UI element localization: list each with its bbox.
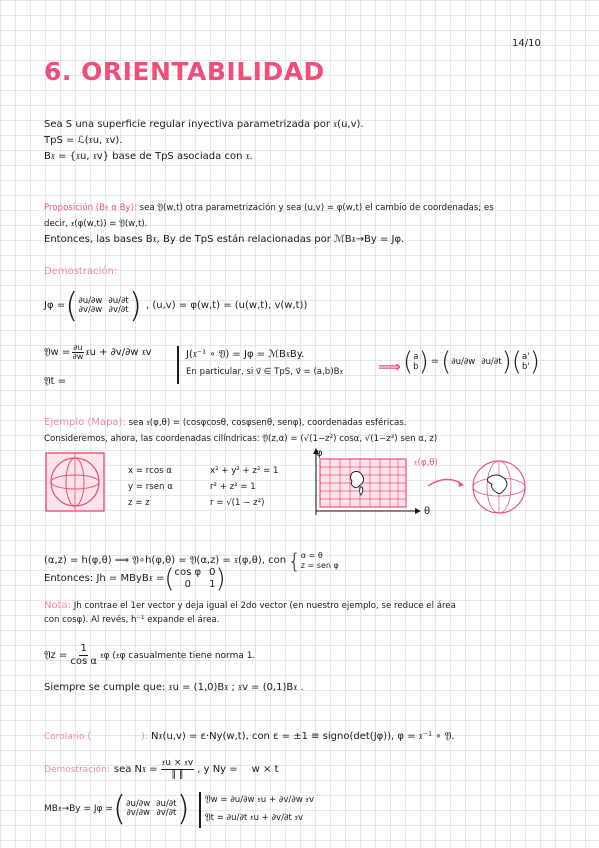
map-figure <box>310 447 422 519</box>
map-parametrization-label: 𝔵(φ,θ) <box>414 458 438 468</box>
jh-entry: 0 <box>209 567 216 578</box>
intro-line-1: Sea S una superficie regular inyectiva parametrizada por 𝔵(u,v). <box>44 119 364 130</box>
corollary-label: Corolario ( <box>44 732 91 742</box>
demo2-post: , y Ny = <box>197 763 238 775</box>
corollary-text: N𝔵(u,v) = ε·Ny(w,t), con ε = ±1 ≡ signo(det(Jφ)), φ = 𝔵⁻¹ ∘ 𝔜. <box>151 731 455 742</box>
jacobian-entry: ∂u/∂t <box>108 296 129 306</box>
corollary-label-end: ): <box>141 732 148 742</box>
composition-line-1: (α,z) = h(φ,θ) ⟹ 𝔜∘h(φ,θ) = 𝔜(α,z) = 𝔵(φ,θ), con { α = θ z = sen φ <box>44 549 339 573</box>
demo2-matrix-entry: ∂v/∂w <box>126 808 150 818</box>
demo2-matrix-entry: ∂u/∂t <box>156 799 177 809</box>
example-line-2: Consideremos, ahora, las coordenadas cilíndricas: 𝔜(z,α) = (√(1−z²) cosα, √(1−z²) sen α, z) <box>44 434 438 444</box>
note-text-1: Jh contrae el 1er vector y deja igual el 2do vector (en nuestro ejemplo, se reduce el área <box>73 601 456 611</box>
demo1-label: Demostración: <box>44 266 118 277</box>
demo2-line-1 <box>44 758 279 781</box>
sphere-in-cylinder-figure <box>44 451 106 513</box>
proposition-text-1: sea 𝔜(w,t) otra parametrización y sea (u,v) = φ(w,t) el cambio de coordenadas; es <box>139 203 494 213</box>
proposition-line-3: Entonces, las bases B𝔵, By de TpS están relacionadas por ℳB𝔵→By = Jφ. <box>44 234 405 245</box>
demo2-jacobian: ( ∂u/∂w ∂u/∂t ∂v/∂w ∂v/∂t ) <box>112 789 190 829</box>
note-label: Nota: <box>44 600 72 611</box>
map-arrow-icon <box>426 472 466 492</box>
demo2-den: ‖ ‖ <box>171 770 184 780</box>
jh-entry: 1 <box>209 579 216 590</box>
yw-frac-num: ∂u <box>73 343 83 352</box>
page-title: 6. ORIENTABILIDAD <box>44 57 325 86</box>
implies-arrow: ⟹ <box>378 357 401 376</box>
jacobian-entry: ∂v/∂w <box>78 305 103 315</box>
demo2-matrix-line <box>44 789 190 829</box>
demo2-lhs: MB𝔵→By = Jφ = <box>44 804 113 814</box>
radius-equations <box>210 463 278 511</box>
example-label: Ejemplo (Mapa): <box>44 417 126 428</box>
coord-eq: z = z <box>128 498 150 508</box>
yz-lhs: 𝔜z = <box>44 649 68 661</box>
note-line-1 <box>44 600 456 612</box>
composition-line-2 <box>44 566 226 592</box>
globe-figure <box>470 458 528 516</box>
proposition-label: Proposición (B𝔵 α By): <box>44 203 137 213</box>
page-number: 14/10 <box>512 38 541 49</box>
demo2-num: 𝔵u × 𝔵v <box>161 758 194 768</box>
cylindrical-coords <box>128 463 173 511</box>
demo2-divider <box>199 792 201 828</box>
yw-lhs: 𝔜w = <box>44 346 71 358</box>
coord-eq: y = rsen α <box>128 482 173 492</box>
yw-frac-den: ∂w <box>72 352 84 361</box>
example-line-1 <box>44 417 406 429</box>
jh-lhs: Entonces: Jh = MByB𝔵 = <box>44 573 165 584</box>
demo2-matrix-entry: ∂u/∂w <box>126 799 151 809</box>
jacobian-entry: ∂u/∂w <box>78 296 103 306</box>
note-line-2: con cosφ). Al revés, h⁻¹ expande el área. <box>44 615 220 625</box>
yz-den: cos α <box>70 656 97 667</box>
yw-equation <box>44 344 152 361</box>
yz-rhs: 𝔵φ (𝔵φ casualmente tiene norma 1. <box>99 650 256 661</box>
coord-eq: x = rcos α <box>128 466 172 476</box>
yz-equation <box>44 643 255 668</box>
demo2-yw: 𝔜w = ∂u/∂w 𝔵u + ∂v/∂w 𝔵v <box>205 795 315 805</box>
box-line-1: J(𝔵⁻¹ ∘ 𝔜) = Jφ = ℳB𝔵By. <box>186 349 305 360</box>
corollary-line <box>44 731 454 743</box>
demo2-pre: sea N𝔵 = <box>113 763 158 775</box>
map-axis-phi: φ <box>316 448 323 459</box>
demo2-tail: w × t <box>251 763 279 775</box>
jacobian-rhs: , (u,v) = φ(w,t) = (u(w,t), v(w,t)) <box>146 300 308 311</box>
demo2-yt: 𝔜t = ∂u/∂t 𝔵u + ∂v/∂t 𝔵v <box>205 813 304 823</box>
composition-text: (α,z) = h(φ,θ) ⟹ 𝔜∘h(φ,θ) = 𝔜(α,z) = 𝔵(φ,θ), con <box>44 555 287 566</box>
vector-entry: a' <box>522 352 530 362</box>
jacobian-lhs: Jφ = <box>44 300 66 311</box>
vector-entry: b' <box>521 362 530 372</box>
intro-line-3: B𝔵 = {𝔵u, 𝔵v} base de TpS asociada con 𝔵. <box>44 151 253 162</box>
jh-entry: cos φ <box>174 567 202 578</box>
yt-equation: 𝔜t = <box>44 376 67 387</box>
example-text-1: sea 𝔵(φ,θ) = (cosφcosθ, cosφsenθ, senφ), coordenadas esféricas. <box>128 418 407 428</box>
jacobian-entry: ∂v/∂t <box>108 305 129 315</box>
radius-eq: x² + y² + z² = 1 <box>210 466 279 476</box>
intro-line-2: TpS = ℒ(𝔵u, 𝔵v). <box>44 135 123 146</box>
map-axis-theta: θ <box>424 506 431 517</box>
demo2-label: Demostración: <box>44 764 110 775</box>
proposition-line-1 <box>44 203 494 214</box>
yw-rhs: 𝔵u + ∂v/∂w 𝔵v <box>85 346 152 358</box>
jacobian-matrix: ( ∂u/∂w ∂u/∂t ∂v/∂w ∂v/∂t ) <box>65 286 143 326</box>
jacobian-definition <box>44 286 308 326</box>
matrix-entry: ∂u/∂t <box>481 356 502 367</box>
box-divider <box>177 346 179 384</box>
radius-eq: r = √(1 − z²) <box>210 498 265 508</box>
brace-line-2: z = sen φ <box>300 561 339 570</box>
radius-eq: r² + z² = 1 <box>210 482 256 492</box>
box-line-2: En particular, si v⃗ ∈ TpS, v⃗ = (a,b)B𝔵 <box>186 367 343 377</box>
vector-entry: b <box>413 362 419 372</box>
jh-matrix: ( cos φ 0 0 1 ) <box>164 564 226 594</box>
demo2-matrix-entry: ∂v/∂t <box>156 808 177 818</box>
always-line: Siempre se cumple que: 𝔵u = (1,0)B𝔵 ; 𝔵v = (0,1)B𝔵 . <box>44 682 304 693</box>
coordinate-transform: ( a b ) = ( ∂u/∂w ∂u/∂t ) ( a' b' ) <box>403 347 540 377</box>
vector-right: ( a' b' ) <box>511 347 540 377</box>
yz-num: 1 <box>80 643 87 654</box>
transform-matrix: ( ∂u/∂w ∂u/∂t ) <box>441 347 512 377</box>
vector-left: ( a b ) <box>403 347 429 377</box>
matrix-entry: ∂u/∂w <box>451 356 476 367</box>
jh-entry: 0 <box>184 579 191 590</box>
vector-entry: a <box>413 352 419 362</box>
brace-line-1: α = θ <box>300 551 323 560</box>
proposition-line-2: decir, 𝔵(φ(w,t)) = 𝔜(w,t). <box>44 219 148 229</box>
